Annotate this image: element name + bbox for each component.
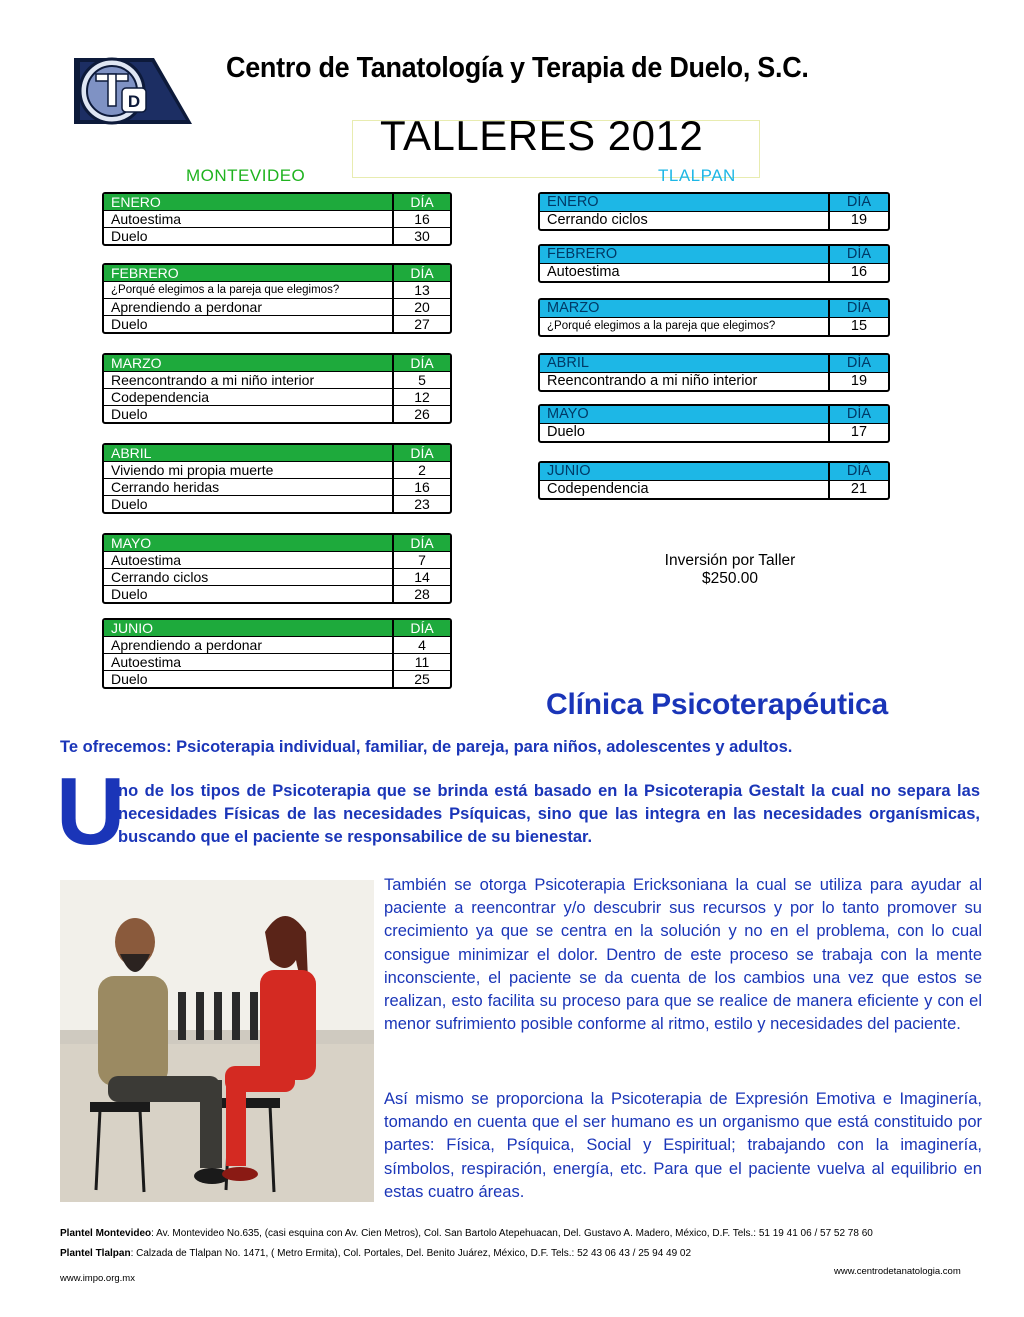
table-row (104, 298, 450, 315)
schedule-table-febrero (538, 244, 890, 283)
day-column-header: DÍA (828, 246, 888, 263)
investment-label: Inversión por Taller (664, 552, 796, 569)
workshop-name: Codependencia (111, 389, 210, 405)
day-column-header: DÍA (392, 194, 450, 210)
schedule-table-marzo (102, 353, 452, 424)
workshop-name: Duelo (111, 228, 148, 244)
table-row (540, 480, 888, 498)
workshop-day: 16 (392, 211, 450, 227)
website-impo-link[interactable]: www.impo.org.mx (60, 1273, 135, 1284)
table-header (104, 265, 450, 281)
table-header (104, 535, 450, 551)
month-label: JUNIO (547, 463, 591, 479)
table-row (540, 211, 888, 229)
day-column-header: DÍA (828, 406, 888, 423)
workshop-day: 15 (828, 318, 888, 335)
table-header (540, 300, 888, 317)
table-row (540, 423, 888, 441)
table-row (104, 585, 450, 602)
investment-price: $250.00 (701, 570, 759, 587)
schedule-table-marzo (538, 298, 890, 337)
workshop-name: Autoestima (547, 264, 620, 280)
table-row (104, 551, 450, 568)
table-header (104, 620, 450, 636)
footer-tlalpan-text: : Calzada de Tlalpan No. 1471, ( Metro Ermita), Col. Portales, Del. Benito Juárez, México, D.F. Tels.: 52 43 06 43 / 25 94 49 02 (130, 1248, 692, 1259)
intro-paragraph: no de los tipos de Psicoterapia que se brinda está basado en la Psicoterapia Gestalt la cual no separa las necesidades Físicas de las necesidades Psíquicas, sino que las integra en las necesidades organísmicas, buscando que el paciente se responsabilice de su bienestar. (118, 782, 980, 846)
table-row (104, 210, 450, 227)
day-column-header: DÍA (392, 265, 450, 281)
table-header (540, 194, 888, 211)
clinic-title: Clínica Psicoterapéutica (546, 688, 889, 721)
workshop-day: 28 (392, 586, 450, 602)
workshop-day: 13 (392, 282, 450, 298)
workshop-day: 19 (828, 373, 888, 390)
workshop-name: Codependencia (547, 481, 649, 497)
workshop-name: Duelo (111, 586, 148, 602)
location-tlalpan: TLALPAN (658, 166, 736, 185)
workshop-name: Aprendiendo a perdonar (111, 637, 263, 653)
table-row (104, 371, 450, 388)
schedule-table-mayo (538, 404, 890, 443)
organization-name: Centro de Tanatología y Terapia de Duelo, S.C. (226, 52, 809, 84)
schedule-table-enero (538, 192, 890, 231)
schedule-table-febrero (102, 263, 452, 334)
emotive-expression-paragraph: Así mismo se proporciona la Psicoterapia de Expresión Emotiva e Imaginería, tomando en cuenta que el ser humano es un organismo que está constituido por partes: Física, Psíquica, Social y Espiritual; trabajando con la imaginería, símbolos, respiración, energía, etc. Para que el paciente vuelva al equilibrio en estas cuatro áreas. (384, 1090, 982, 1201)
workshop-name: ¿Porqué elegimos a la pareja que elegimos? (547, 320, 776, 332)
workshop-name: Duelo (111, 496, 148, 512)
table-header (540, 406, 888, 423)
workshop-day: 25 (392, 671, 450, 687)
cttd-logo (74, 54, 194, 128)
day-column-header: DÍA (828, 463, 888, 480)
day-column-header: DÍA (828, 300, 888, 317)
table-row (540, 317, 888, 335)
website-centro-link[interactable]: www.centrodetanatologia.com (834, 1266, 961, 1277)
table-row (104, 568, 450, 585)
month-label: MAYO (111, 535, 152, 551)
location-montevideo: MONTEVIDEO (186, 166, 306, 185)
month-label: MAYO (547, 406, 589, 422)
workshop-name: Cerrando ciclos (547, 212, 648, 228)
workshop-name: Autoestima (111, 654, 182, 670)
schedule-table-mayo (102, 533, 452, 604)
workshop-day: 11 (392, 654, 450, 670)
table-header (104, 194, 450, 210)
page-title: TALLERES 2012 (380, 112, 704, 159)
svg-text:D: D (127, 92, 141, 111)
workshop-day: 5 (392, 372, 450, 388)
schedule-table-junio (538, 461, 890, 500)
workshop-name: Autoestima (111, 211, 182, 227)
table-header (540, 246, 888, 263)
workshop-name: Autoestima (111, 552, 182, 568)
workshop-day: 23 (392, 496, 450, 512)
table-row (104, 315, 450, 332)
workshop-name: Reencontrando a mi niño interior (547, 373, 758, 389)
table-row (540, 263, 888, 281)
workshop-name: Aprendiendo a perdonar (111, 299, 263, 315)
footer-montevideo-label: Plantel Montevideo (60, 1228, 152, 1239)
table-row (540, 372, 888, 390)
workshop-day: 17 (828, 424, 888, 441)
therapy-session-photo (60, 880, 374, 1202)
workshop-day: 21 (828, 481, 888, 498)
workshop-day: 16 (828, 264, 888, 281)
workshop-day: 20 (392, 299, 450, 315)
month-label: FEBRERO (547, 246, 618, 262)
table-row (104, 388, 450, 405)
month-label: ENERO (111, 194, 161, 210)
table-row (104, 461, 450, 478)
table-row (104, 478, 450, 495)
workshop-name: Cerrando heridas (111, 479, 220, 495)
month-label: ABRIL (111, 445, 152, 461)
workshop-name: Reencontrando a mi niño interior (111, 372, 315, 388)
workshop-day: 26 (392, 406, 450, 422)
drop-cap: U (56, 758, 126, 865)
table-row (104, 653, 450, 670)
workshop-day: 12 (392, 389, 450, 405)
month-label: MARZO (547, 300, 600, 316)
day-column-header: DÍA (828, 355, 888, 372)
day-column-header: DÍA (392, 620, 450, 636)
workshop-name: ¿Porqué elegimos a la pareja que elegimos? (111, 284, 340, 296)
workshop-day: 16 (392, 479, 450, 495)
workshop-day: 4 (392, 637, 450, 653)
day-column-header: DÍA (392, 535, 450, 551)
month-label: ENERO (547, 194, 599, 210)
footer-montevideo-text: : Av. Montevideo No.635, (casi esquina con Av. Cien Metros), Col. San Bartolo Atepehuacan, Del. Gustavo A. Madero, México, D.F. Tels.: 51 19 41 06 / 57 52 78 60 (151, 1228, 873, 1239)
table-header (104, 445, 450, 461)
workshop-day: 2 (392, 462, 450, 478)
workshop-name: Duelo (111, 316, 148, 332)
footer-tlalpan-address (60, 1248, 691, 1259)
month-label: JUNIO (111, 620, 153, 636)
table-header (104, 355, 450, 371)
schedule-table-abril (538, 353, 890, 392)
workshop-name: Viviendo mi propia muerte (111, 462, 274, 478)
table-row (104, 281, 450, 298)
table-row (104, 670, 450, 687)
day-column-header: DÍA (392, 445, 450, 461)
investment-info (620, 552, 840, 588)
schedule-table-junio (102, 618, 452, 689)
table-header (540, 463, 888, 480)
table-row (104, 227, 450, 244)
table-row (104, 405, 450, 422)
workshop-day: 19 (828, 212, 888, 229)
day-column-header: DÍA (392, 355, 450, 371)
day-column-header: DÍA (828, 194, 888, 211)
schedule-table-enero (102, 192, 452, 246)
workshop-name: Cerrando ciclos (111, 569, 209, 585)
month-label: FEBRERO (111, 265, 179, 281)
clinic-offer: Te ofrecemos: Psicoterapia individual, familiar, de pareja, para niños, adolescentes y adultos. (60, 738, 793, 756)
month-label: ABRIL (547, 355, 589, 371)
ericksonian-paragraph: También se otorga Psicoterapia Ericksoniana la cual se utiliza para ayudar al paciente a reencontrar y/o descubrir sus recursos y por lo tanto promover su crecimiento ya que se centra en la solución y no en el problema, con lo cual consigue minimizar el dolor. Dentro de este proceso se trabaja con la mente inconsciente, el paciente se da cuenta de los cambios una vez que estos se realizan, esto facilita su proceso para que se realice de manera eficiente y con el menor sufrimiento posible conforme al ritmo, estilo y necesidades del paciente. (384, 876, 982, 1034)
table-row (104, 495, 450, 512)
schedule-table-abril (102, 443, 452, 514)
workshop-name: Duelo (547, 424, 585, 440)
workshop-name: Duelo (111, 671, 148, 687)
workshop-day: 30 (392, 228, 450, 244)
workshop-day: 27 (392, 316, 450, 332)
workshop-day: 7 (392, 552, 450, 568)
table-row (104, 636, 450, 653)
footer-tlalpan-label: Plantel Tlalpan (60, 1248, 131, 1259)
workshop-day: 14 (392, 569, 450, 585)
month-label: MARZO (111, 355, 162, 371)
workshop-name: Duelo (111, 406, 148, 422)
footer-montevideo-address (60, 1228, 873, 1239)
table-header (540, 355, 888, 372)
